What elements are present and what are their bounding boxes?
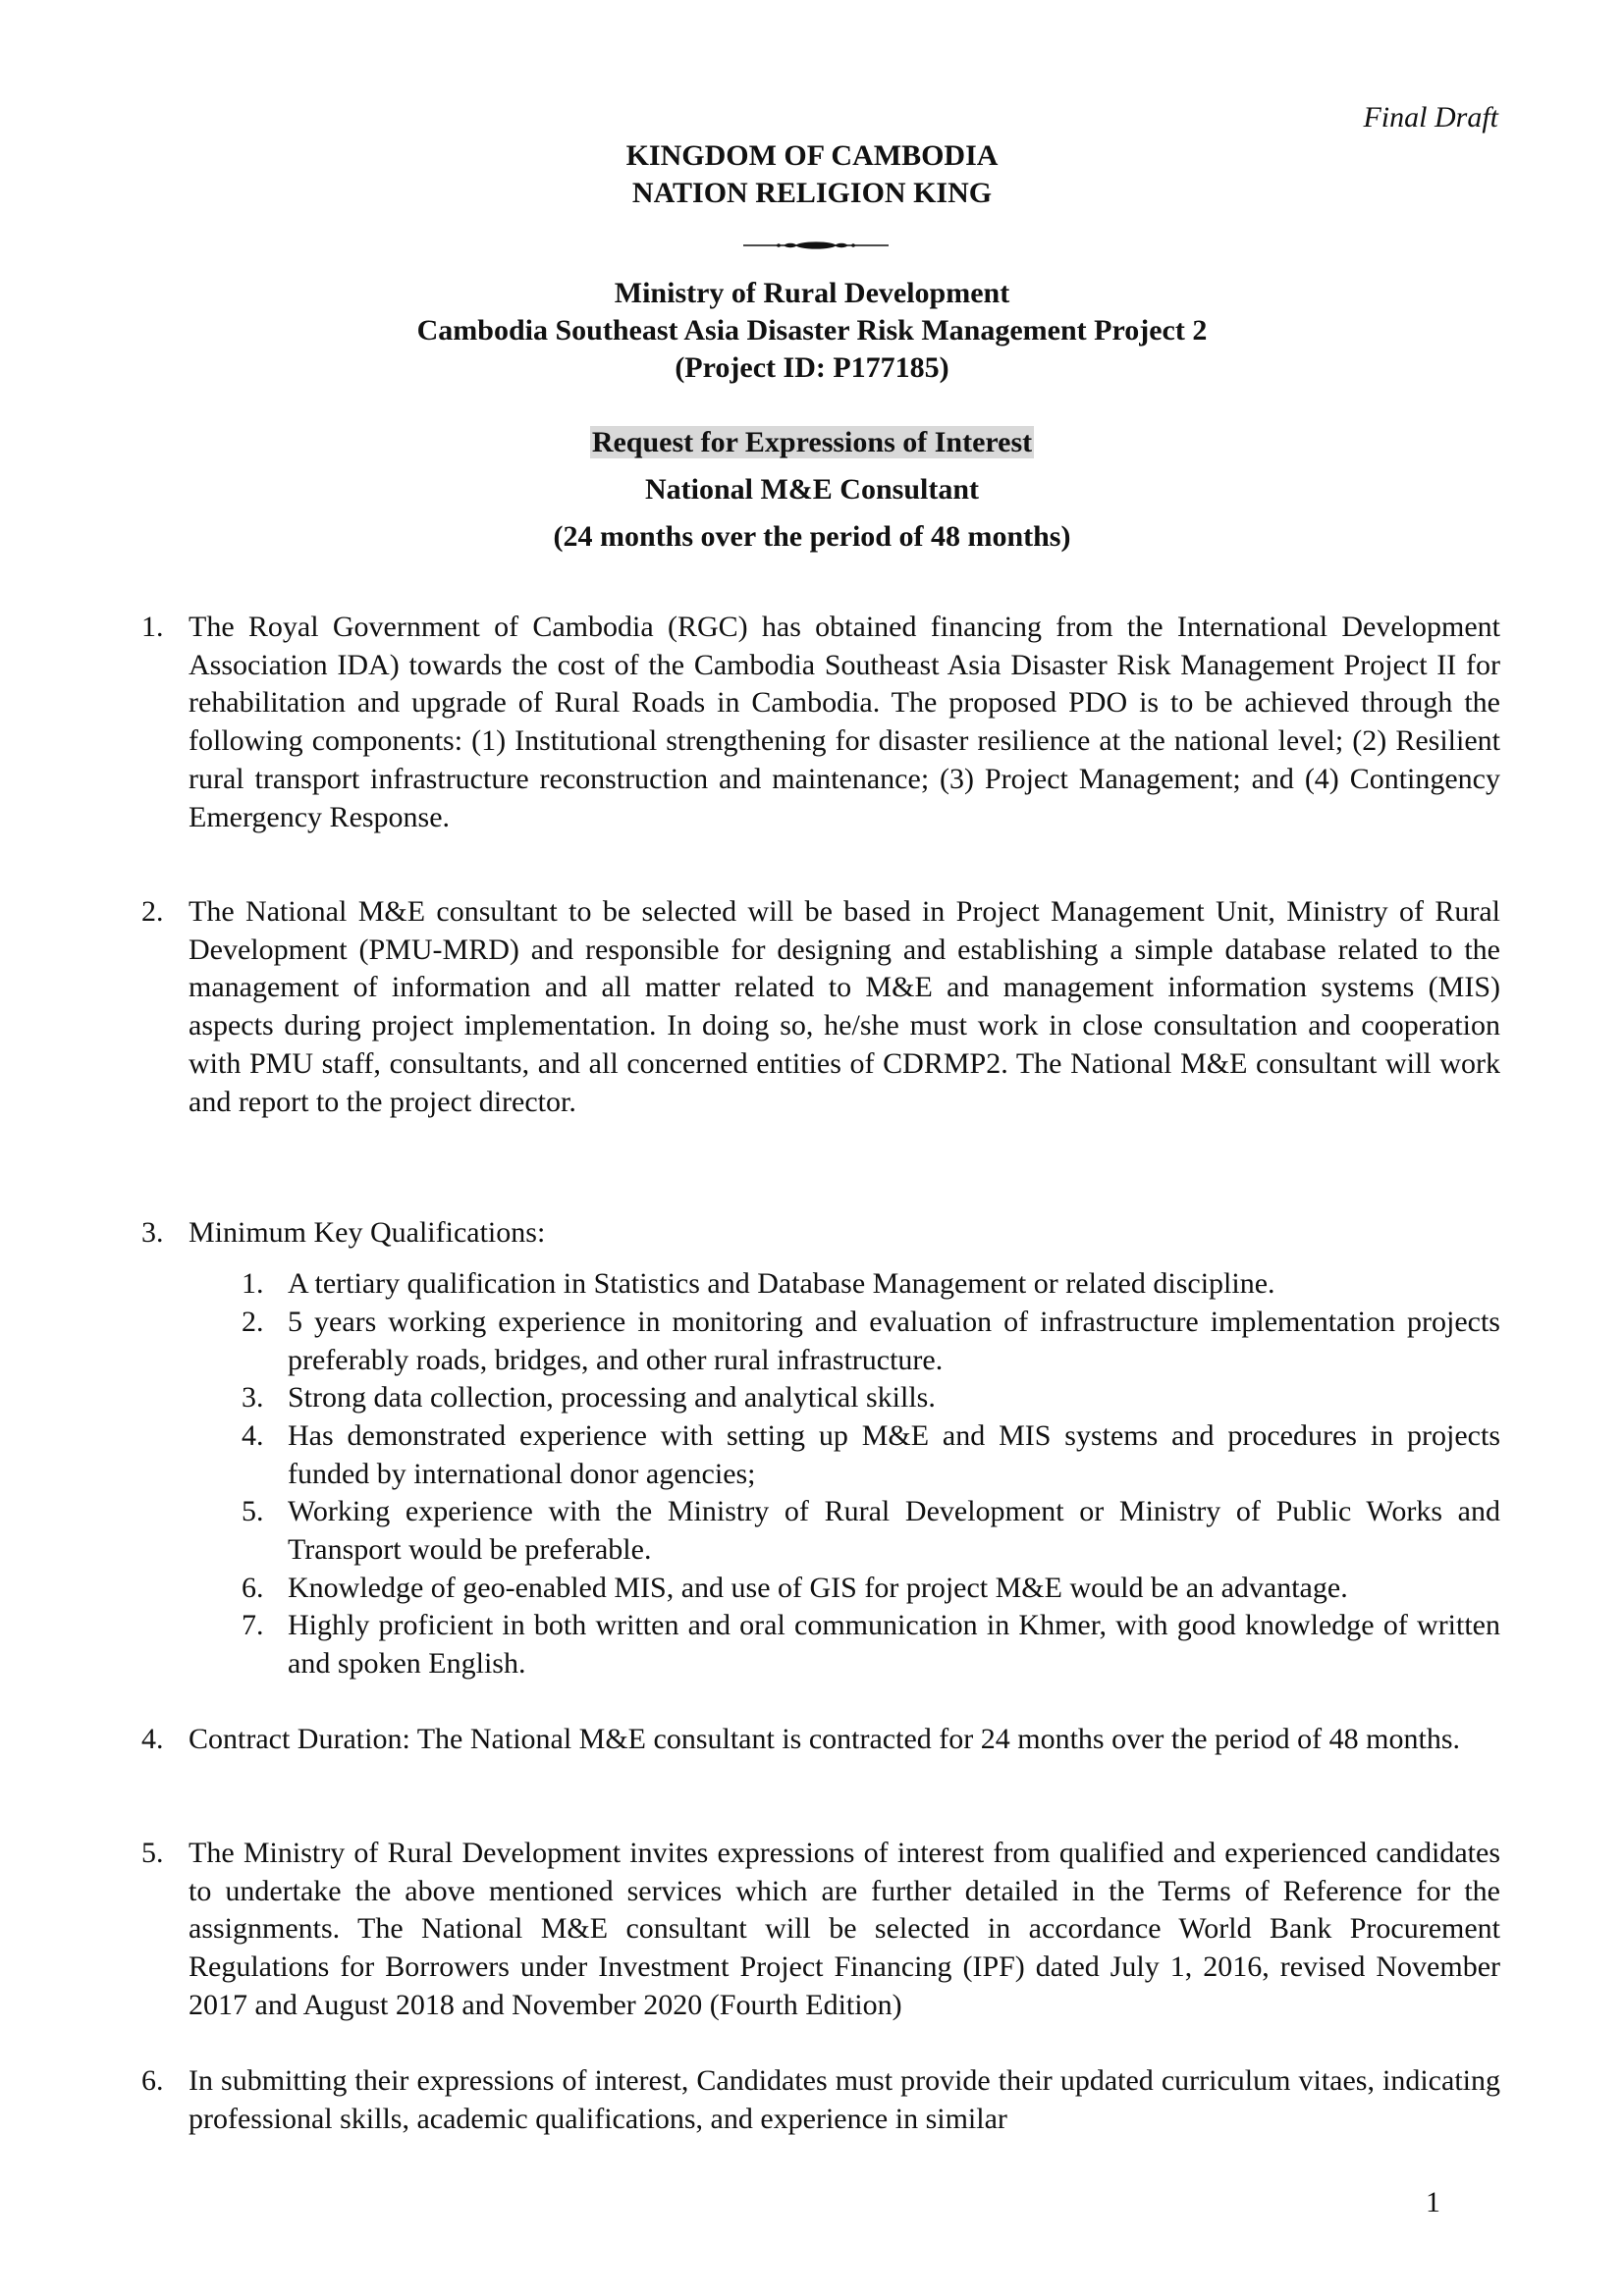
- document-type-heading: [0, 424, 1624, 461]
- qualification-item: Has demonstrated experience with setting up M&E and MIS systems and procedures in projects funded by international donor agencies;: [288, 1419, 1500, 1490]
- qualification-number: 2.: [242, 1306, 264, 1338]
- qualification-number: 1.: [242, 1267, 264, 1300]
- paragraph-number: 6.: [141, 2064, 164, 2097]
- qualification-number: 3.: [242, 1381, 264, 1414]
- paragraph-number: 4.: [141, 1723, 164, 1755]
- project-heading: Cambodia Southeast Asia Disaster Risk Management Project 2: [416, 314, 1208, 347]
- qualification-item: Highly proficient in both written and oral communication in Khmer, with good knowledge of written and spoken English.: [288, 1609, 1500, 1680]
- ministry-heading: Ministry of Rural Development: [614, 277, 1010, 309]
- draft-label: Final Draft: [1363, 101, 1498, 133]
- paragraph-role: The National M&E consultant to be selected will be based in Project Management Unit, Ministry of Rural Development (PMU-MRD) and responsible for designing and establishing a simple database related to the management of information and all matter related to M&E and management information systems (MIS) aspects during project implementation. In doing so, he/she must work in close consultation and cooperation with PMU staff, consultants, and all concerned entities of CDRMP2. The National M&E consultant will work and report to the project director.: [189, 895, 1500, 1118]
- qualification-number: 6.: [242, 1572, 264, 1604]
- paragraph-number: 1.: [141, 611, 164, 643]
- paragraph-financing: The Royal Government of Cambodia (RGC) has obtained financing from the International Development Association IDA) towards the cost of the Cambodia Southeast Asia Disaster Risk Management Project II for rehabilitation and upgrade of Rural Roads in Cambodia. The proposed PDO is to be achieved through the following components: (1) Institutional strengthening for disaster resilience at the national level; (2) Resilient rural transport infrastructure reconstruction and maintenance; (3) Project Management; and (4) Contingency Emergency Response.: [189, 611, 1500, 833]
- project-id: (Project ID: P177185): [675, 351, 949, 384]
- qualification-item: Strong data collection, processing and analytical skills.: [288, 1381, 936, 1414]
- qualification-number: 4.: [242, 1419, 264, 1452]
- paragraph-qualifications-heading: Minimum Key Qualifications:: [189, 1216, 546, 1249]
- qualification-item: Working experience with the Ministry of Rural Development or Ministry of Public Works and Transport would be preferable.: [288, 1495, 1500, 1566]
- qualification-item: Knowledge of geo-enabled MIS, and use of GIS for project M&E would be an advantage.: [288, 1572, 1348, 1604]
- qualification-item: 5 years working experience in monitoring and evaluation of infrastructure implementation projects preferably roads, bridges, and other rural infrastructure.: [288, 1306, 1500, 1376]
- position-heading: National M&E Consultant: [644, 473, 980, 506]
- country-heading: KINGDOM OF CAMBODIA: [625, 139, 999, 172]
- paragraph-number: 2.: [141, 895, 164, 928]
- ornament-divider: [743, 240, 889, 251]
- qualification-number: 5.: [242, 1495, 264, 1527]
- paragraph-number: 3.: [141, 1216, 164, 1249]
- paragraph-submission: In submitting their expressions of interest, Candidates must provide their updated curriculum vitaes, indicating professional skills, academic qualifications, and experience in similar: [189, 2064, 1500, 2135]
- paragraph-number: 5.: [141, 1837, 164, 1869]
- duration-heading: (24 months over the period of 48 months): [553, 520, 1071, 553]
- qualification-item: A tertiary qualification in Statistics and Database Management or related discipline.: [288, 1267, 1275, 1300]
- motto-heading: NATION RELIGION KING: [631, 177, 993, 209]
- page-number: 1: [1426, 2186, 1440, 2218]
- paragraph-invitation: The Ministry of Rural Development invites expressions of interest from qualified and experienced candidates to undertake the above mentioned services which are further detailed in the Terms of Reference for the assignments. The National M&E consultant will be selected in accordance World Bank Procurement Regulations for Borrowers under Investment Project Financing (IPF) dated July 1, 2016, revised November 2017 and August 2018 and November 2020 (Fourth Edition): [189, 1837, 1500, 2021]
- qualification-number: 7.: [242, 1609, 264, 1641]
- document-type-highlight: Request for Expressions of Interest: [591, 426, 1033, 458]
- paragraph-contract-duration: Contract Duration: The National M&E consultant is contracted for 24 months over the period of 48 months.: [189, 1723, 1461, 1755]
